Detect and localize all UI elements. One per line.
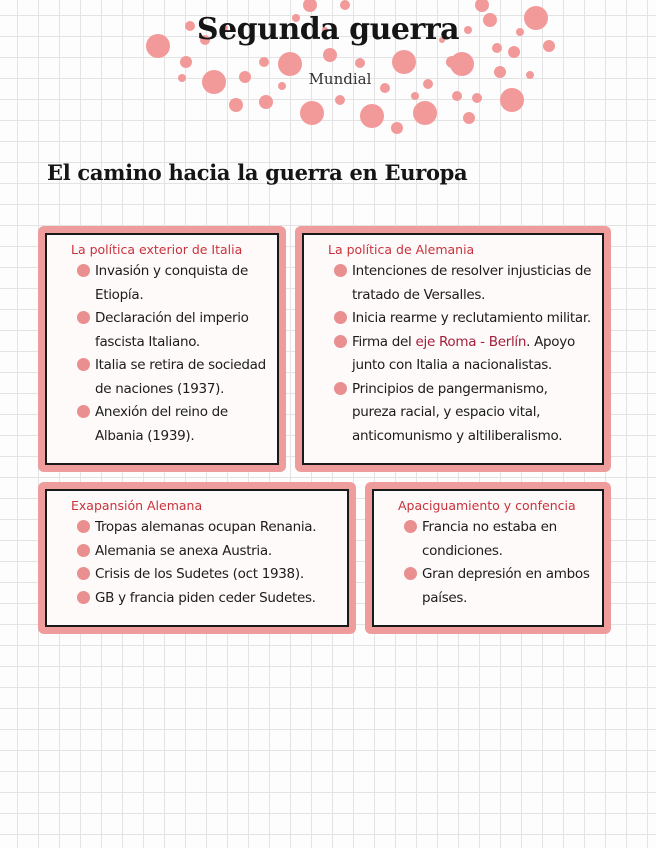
list-item-text: Intenciones de resolver injusticias de tratado de Versalles. <box>352 263 592 303</box>
card-italia-frame <box>45 233 279 465</box>
list-item <box>71 563 339 587</box>
card-apaciguamiento-frame <box>372 489 604 627</box>
list-item <box>71 401 269 448</box>
card-italia <box>38 226 286 472</box>
bullet-dot-icon <box>77 520 90 533</box>
list-item-text: Principios de pangermanismo, pureza racial, y espacio vital, anticomunismo y altiliberalismo. <box>352 380 563 444</box>
list-item-text: Tropas alemanas ocupan Renania. <box>95 519 317 535</box>
card-expansion-frame <box>45 489 349 627</box>
list-item <box>398 563 594 610</box>
list-item <box>71 260 269 307</box>
bullet-dot-icon <box>77 591 90 604</box>
card-apaciguamiento-title: Apaciguamiento y confencia <box>398 498 576 513</box>
card-apaciguamiento-list <box>398 516 594 610</box>
list-item <box>71 540 339 564</box>
card-alemania <box>295 226 611 472</box>
card-alemania-frame <box>302 233 604 465</box>
bullet-dot-icon <box>334 335 347 348</box>
list-item-text: Gran depresión en ambos países. <box>422 566 590 606</box>
list-item-text: Crisis de los Sudetes (oct 1938). <box>95 566 304 582</box>
list-item-text: Declaración del imperio fascista Italiano. <box>95 310 249 350</box>
list-item-text: Italia se retira de sociedad de naciones (1937). <box>95 357 266 397</box>
list-item <box>398 516 594 563</box>
bullet-dot-icon <box>77 358 90 371</box>
bullet-dot-icon <box>334 382 347 395</box>
card-alemania-list <box>328 260 594 448</box>
card-expansion-title: Exapansión Alemana <box>71 498 203 513</box>
list-item-text: Invasión y conquista de Etiopía. <box>95 263 248 303</box>
bullet-dot-icon <box>334 311 347 324</box>
list-item <box>71 354 269 401</box>
bullet-dot-icon <box>404 520 417 533</box>
card-italia-list <box>71 260 269 448</box>
card-expansion-list <box>71 516 339 610</box>
page-subtitle: Mundial <box>308 70 372 88</box>
list-item-text-before: Firma del <box>352 333 416 350</box>
bullet-dot-icon <box>334 264 347 277</box>
card-expansion <box>38 482 356 634</box>
bullet-dot-icon <box>77 405 90 418</box>
card-alemania-title: La política de Alemania <box>328 242 475 257</box>
list-item-text: Anexión del reino de Albania (1939). <box>95 404 228 444</box>
highlight-eje-roma-berlin: eje Roma - Berlín <box>415 333 527 350</box>
bullet-dot-icon <box>77 544 90 557</box>
list-item <box>328 378 594 449</box>
list-item <box>328 260 594 307</box>
list-item <box>71 516 339 540</box>
card-apaciguamiento <box>365 482 611 634</box>
list-item <box>328 331 594 378</box>
bullet-dot-icon <box>77 264 90 277</box>
bullet-dot-icon <box>77 311 90 324</box>
section-heading: El camino hacia la guerra en Europa <box>47 160 468 185</box>
page-title: Segunda guerra <box>196 12 460 47</box>
card-italia-title: La política exterior de Italia <box>71 242 243 257</box>
list-item <box>71 587 339 611</box>
list-item <box>328 307 594 331</box>
list-item-text-after: . Apoyo junto con Italia a nacionalistas. <box>352 333 575 373</box>
bullet-dot-icon <box>404 567 417 580</box>
bullet-dot-icon <box>77 567 90 580</box>
list-item-text: Inicia rearme y reclutamiento militar. <box>352 310 591 326</box>
list-item-text: Francia no estaba en condiciones. <box>422 519 557 559</box>
list-item-text: Alemania se anexa Austria. <box>95 542 272 559</box>
list-item <box>71 307 269 354</box>
list-item-text: GB y francia piden ceder Sudetes. <box>95 589 316 606</box>
